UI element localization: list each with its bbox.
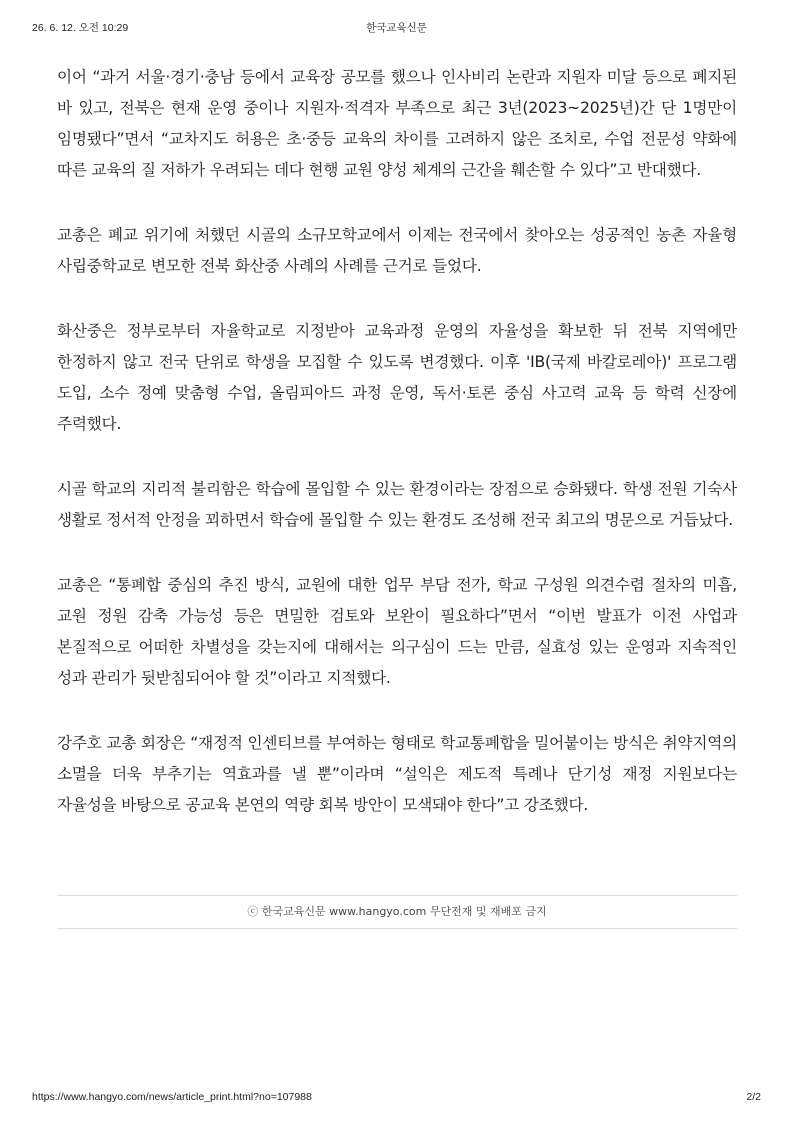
article-paragraph: 이어 “과거 서울·경기·충남 등에서 교육장 공모를 했으나 인사비리 논란과 지원자 미달 등으로 폐지된 바 있고, 전북은 현재 운영 중이나 지원자·적격자 부족으로 최근 3년(2023~2025년)간 단 1명만이 임명됐다”면서 “교차지도 허용은 초·중등 교육의 차이를 고려하지 않은 조치로, 수업 전문성 약화에 따른 교육의 질 저하가 우려되는 데다 현행 교원 양성 체계의 근간을 훼손할 수 있다”고 반대했다. bbox=[57, 68, 737, 179]
site-name: 한국교육신문 bbox=[366, 22, 427, 34]
page-number: 2/2 bbox=[746, 1091, 761, 1103]
article-body bbox=[57, 62, 737, 855]
article-paragraph: 교총은 “통폐합 중심의 추진 방식, 교원에 대한 업무 부담 전가, 학교 구성원 의견수렴 절차의 미흡, 교원 정원 감축 가능성 등은 면밀한 검토와 보완이 필요하다”면서 “이번 발표가 이전 사업과 본질적으로 어떠한 차별성을 갖는지에 대해서는 의구심이 드는 만큼, 실효성 있는 운영과 지속적인 성과 관리가 뒷받침되어야 할 것”이라고 지적했다. bbox=[57, 576, 737, 687]
copyright-notice: ⓒ 한국교육신문 www.hangyo.com 무단전재 및 재배포 금지 bbox=[57, 895, 737, 929]
print-url: https://www.hangyo.com/news/article_print.html?no=107988 bbox=[32, 1091, 312, 1103]
article-paragraph: 교총은 폐교 위기에 처했던 시골의 소규모학교에서 이제는 전국에서 찾아오는 성공적인 농촌 자율형 사립중학교로 변모한 전북 화산중 사례의 사례를 근거로 들었다. bbox=[57, 226, 737, 275]
article-paragraph: 강주호 교총 회장은 “재정적 인센티브를 부여하는 형태로 학교통폐합을 밀어붙이는 방식은 취약지역의 소멸을 더욱 부추기는 역효과를 낼 뿐”이라며 “설익은 제도적 특례나 단기성 재정 지원보다는 자율성을 바탕으로 공교육 본연의 역량 회복 방안이 모색돼야 한다”고 강조했다. bbox=[57, 734, 737, 814]
print-header bbox=[32, 20, 761, 36]
print-footer bbox=[32, 1091, 761, 1107]
article-paragraph: 화산중은 정부로부터 자율학교로 지정받아 교육과정 운영의 자율성을 확보한 뒤 전북 지역에만 한정하지 않고 전국 단위로 학생을 모집할 수 있도록 변경했다. 이후 'IB(국제 바칼로레아)' 프로그램 도입, 소수 정예 맞춤형 수업, 올림피아드 과정 운영, 독서·토론 중심 사고력 교육 등 학력 신장에 주력했다. bbox=[57, 322, 737, 433]
print-datetime: 26. 6. 12. 오전 10:29 bbox=[32, 22, 129, 34]
article-paragraph: 시골 학교의 지리적 불리함은 학습에 몰입할 수 있는 환경이라는 장점으로 승화됐다. 학생 전원 기숙사 생활로 정서적 안정을 꾀하면서 학습에 몰입할 수 있는 환경도 조성해 전국 최고의 명문으로 거듭났다. bbox=[57, 480, 737, 529]
